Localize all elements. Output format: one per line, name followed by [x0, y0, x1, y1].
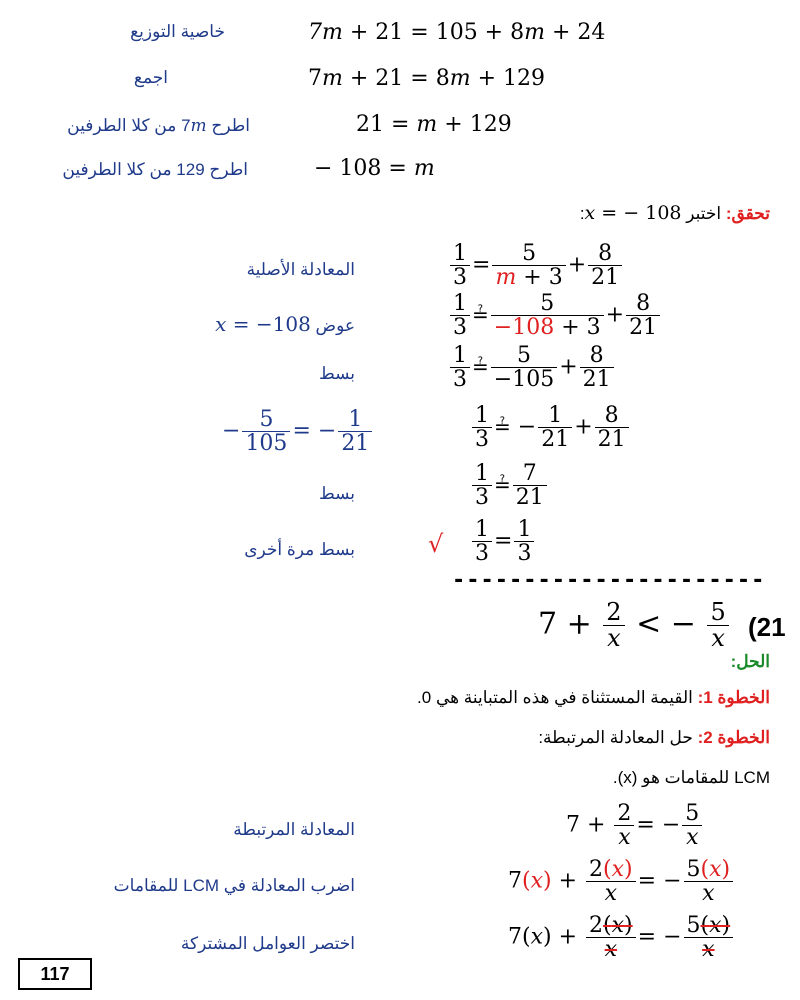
solution-lcm-line: LCM للمقامات هو (x). — [612, 768, 770, 787]
note-add: اجمع — [133, 68, 168, 87]
equation-distributive: 7m + 21 = 105 + 8m + 24 — [308, 20, 606, 45]
check-value: x = − 108 — [584, 202, 682, 224]
check-eq-simplify-1: $\frac{1}{3}$ ≟ $\frac{5}{-105}$ + $\frac{8}{21}$ — [448, 344, 616, 391]
note-simplify-2: بسط — [318, 484, 355, 503]
equation-subtract-129: − 108 = m — [314, 156, 435, 181]
note-cancel-factors: اختصر العوامل المشتركة — [180, 934, 355, 953]
solution-step-1: الخطوة 1: القيمة المستثناة في هذه المتباينة هي 0. — [417, 688, 770, 707]
note-simplify-1: بسط — [318, 364, 355, 383]
note-multiply-lcm: اضرب المعادلة في LCM للمقامات — [113, 876, 355, 895]
equation-subtract-7m: 21 = m + 129 — [356, 112, 512, 137]
note-subtract-7m: اطرح 7m من كلا الطرفين — [67, 116, 250, 136]
check-label: تحقق: — [725, 204, 770, 223]
note-original-equation: المعادلة الأصلية — [246, 260, 355, 279]
check-eq-final: $\frac{1}{3}$ = $\frac{1}{3}$ — [470, 518, 536, 565]
note-substitute: عوض x = −108 — [215, 312, 355, 336]
problem-inequality: 7 + $\frac{2}{x}$ < − $\frac{5}{x}$ — [538, 600, 731, 651]
solution-step-2: الخطوة 2: حل المعادلة المرتبطة: — [538, 728, 770, 747]
check-eq-simplify-2: $\frac{1}{3}$ ≟ $\frac{7}{21}$ — [470, 462, 549, 509]
note-related-equation: المعادلة المرتبطة — [233, 820, 355, 839]
check-text: اختبر — [686, 204, 722, 223]
check-eq-original: $\frac{1}{3}$ = $\frac{5}{m + 3}$ + $\frac{8}{21}$ — [448, 242, 624, 289]
check-line: تحقق: اختبر x = − 108: — [579, 202, 770, 224]
equation-add: 7m + 21 = 8m + 129 — [308, 66, 546, 91]
related-eq: 7 + $\frac{2}{x}$ = − $\frac{5}{x}$ — [566, 802, 704, 849]
related-eq-cancelled: 7(x) + $\frac{2(x)}{x}$ = − $\frac{5(x)}{x}$ — [508, 914, 735, 961]
check-eq-substitute: $\frac{1}{3}$ ≟ $\frac{5}{-108 + 3}$ + $\frac{8}{21}$ — [448, 292, 662, 339]
note-fraction-reduce: − $\frac{5}{105}$ = − $\frac{1}{21}$ — [222, 408, 374, 455]
note-simplify-again: بسط مرة أخرى — [244, 540, 355, 559]
page-number: 117 — [18, 958, 92, 990]
section-divider: ---------------------- — [452, 568, 766, 593]
related-eq-multiplied: 7(x) + $\frac{2(x)}{x}$ = − $\frac{5(x)}{x}$ — [508, 858, 735, 905]
solution-heading: الحل: — [730, 652, 770, 671]
check-eq-reduce: $\frac{1}{3}$ ≟ − $\frac{1}{21}$ + $\frac{8}{21}$ — [470, 404, 631, 451]
note-subtract-129: اطرح 129 من كلا الطرفين — [62, 160, 248, 179]
note-distributive: خاصية التوزيع — [130, 22, 225, 41]
checkmark-icon: √ — [428, 530, 444, 558]
problem-number: (21 — [748, 612, 786, 642]
